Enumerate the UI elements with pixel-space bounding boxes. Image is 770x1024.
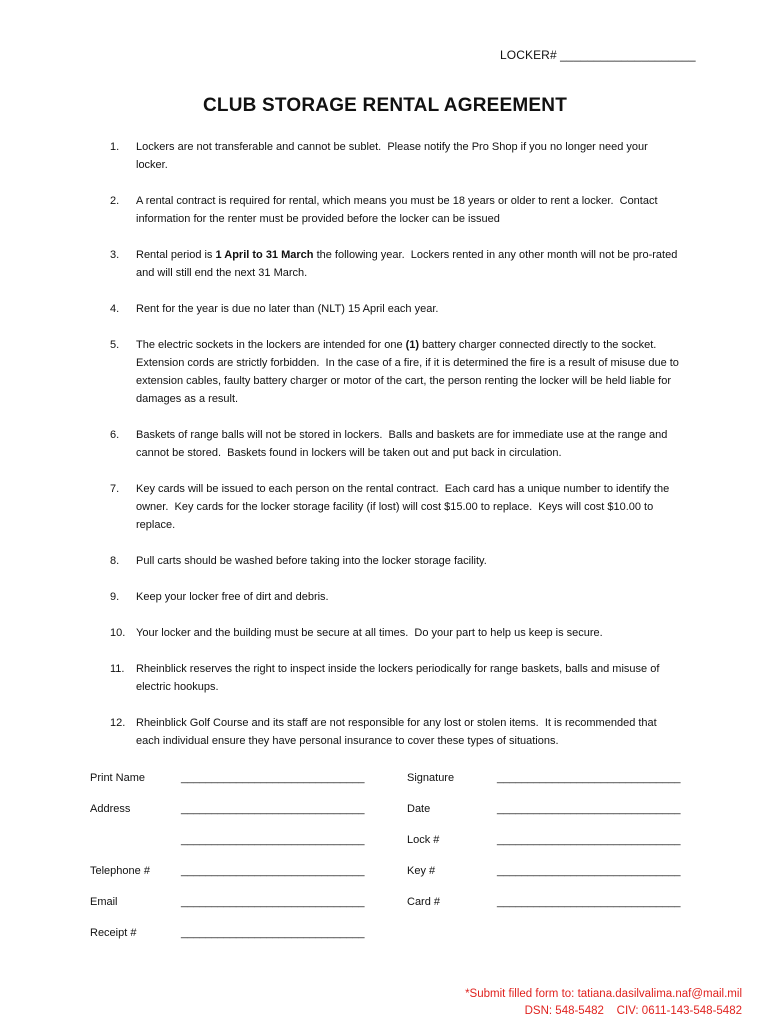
form-line-right[interactable]: ______________________________ xyxy=(497,865,681,877)
rule-number: 4. xyxy=(110,303,120,315)
rules-list xyxy=(110,138,680,768)
form-row xyxy=(0,893,770,911)
form-line-left[interactable]: ______________________________ xyxy=(181,865,365,877)
rule-text: The electric sockets in the lockers are intended for one (1) battery charger connected directly to the socket. Extension cords are strictly forbidden. In the case of a fire, if it is determined the fire is a result of misuse due to extension cables, faulty battery charger or motor of the cart, the person renting the locker will be held liable for damages as a result. xyxy=(136,339,679,405)
rule-text: Lockers are not transferable and cannot be sublet. Please notify the Pro Shop if you no longer need your locker. xyxy=(136,141,648,171)
rule-text: Your locker and the building must be secure at all times. Do your part to help us keep is secure. xyxy=(136,627,603,639)
rule-item xyxy=(110,624,680,642)
rule-text: A rental contract is required for rental, which means you must be 18 years or older to rent a locker. Contact information for the renter must be provided before the locker can be issued xyxy=(136,195,658,225)
rule-text: Keep your locker free of dirt and debris. xyxy=(136,591,329,603)
rule-number: 1. xyxy=(110,141,120,153)
form-row xyxy=(0,924,770,942)
form-row xyxy=(0,831,770,849)
rule-item xyxy=(110,138,680,174)
rule-number: 5. xyxy=(110,339,120,351)
rule-item xyxy=(110,660,680,696)
rule-text: Rental period is 1 April to 31 March the following year. Lockers rented in any other month will not be pro-rated and will still end the next 31 March. xyxy=(136,249,678,279)
rule-item xyxy=(110,714,680,750)
rule-item xyxy=(110,480,680,534)
rule-item xyxy=(110,552,680,570)
form-row xyxy=(0,862,770,880)
form-label-left: Address xyxy=(90,803,131,815)
form-label-left: Telephone # xyxy=(90,865,150,877)
form-label-left: Receipt # xyxy=(90,927,137,939)
rule-text: Rheinblick reserves the right to inspect inside the lockers periodically for range baskets, balls and misuse of electric hookups. xyxy=(136,663,660,693)
form-label-right: Card # xyxy=(407,896,441,908)
rule-item xyxy=(110,336,680,408)
rule-number: 8. xyxy=(110,555,120,567)
rule-text: Pull carts should be washed before taking into the locker storage facility. xyxy=(136,555,487,567)
rule-item xyxy=(110,300,680,318)
form-line-left[interactable]: ______________________________ xyxy=(181,834,365,846)
rule-item xyxy=(110,246,680,282)
rule-text: Rent for the year is due no later than (NLT) 15 April each year. xyxy=(136,303,439,315)
rule-item xyxy=(110,426,680,462)
form-line-right[interactable]: ______________________________ xyxy=(497,834,681,846)
form-line-right[interactable]: ______________________________ xyxy=(497,803,681,815)
rule-text: Baskets of range balls will not be stored in lockers. Balls and baskets are for immediate use at the range and cannot be stored. Baskets found in lockers will be taken out and put back in circulation. xyxy=(136,429,668,459)
rule-number: 12. xyxy=(110,717,126,729)
rule-item xyxy=(110,588,680,606)
form-line-right[interactable]: ______________________________ xyxy=(497,896,681,908)
rule-number: 10. xyxy=(110,627,126,639)
form-line-left[interactable]: ______________________________ xyxy=(181,927,365,939)
form-label-right: Lock # xyxy=(407,834,440,846)
rule-number: 7. xyxy=(110,483,120,495)
form-label-right: Date xyxy=(407,803,431,815)
form-label-right: Signature xyxy=(407,772,455,784)
form-label-right: Key # xyxy=(407,865,436,877)
rule-number: 3. xyxy=(110,249,120,261)
locker-number-field: LOCKER# ____________________ xyxy=(500,48,696,62)
rule-number: 6. xyxy=(110,429,120,441)
rule-number: 11. xyxy=(110,663,125,675)
rule-text: Rheinblick Golf Course and its staff are not responsible for any lost or stolen items. It is recommended that each individual ensure they have personal insurance to cover these types of situations. xyxy=(136,717,657,747)
footer-phone-numbers: DSN: 548-5482 CIV: 0611-143-548-5482 xyxy=(524,1005,742,1017)
form-line-left[interactable]: ______________________________ xyxy=(181,803,365,815)
form-line-right[interactable]: ______________________________ xyxy=(497,772,681,784)
rule-item xyxy=(110,192,680,228)
form-label-left: Print Name xyxy=(90,772,146,784)
form-line-left[interactable]: ______________________________ xyxy=(181,896,365,908)
rule-number: 9. xyxy=(110,591,120,603)
form-row xyxy=(0,769,770,787)
footer-submit-note: *Submit filled form to: tatiana.dasilvalima.naf@mail.mil xyxy=(465,988,742,1000)
rule-number: 2. xyxy=(110,195,120,207)
form-row xyxy=(0,800,770,818)
rule-text: Key cards will be issued to each person on the rental contract. Each card has a unique number to identify the owner. Key cards for the locker storage facility (if lost) will cost $15.00 to replace. Keys will cost $10.00 to replace. xyxy=(136,483,670,531)
form-label-left: Email xyxy=(90,896,118,908)
form-line-left[interactable]: ______________________________ xyxy=(181,772,365,784)
page-title: CLUB STORAGE RENTAL AGREEMENT xyxy=(203,95,567,116)
